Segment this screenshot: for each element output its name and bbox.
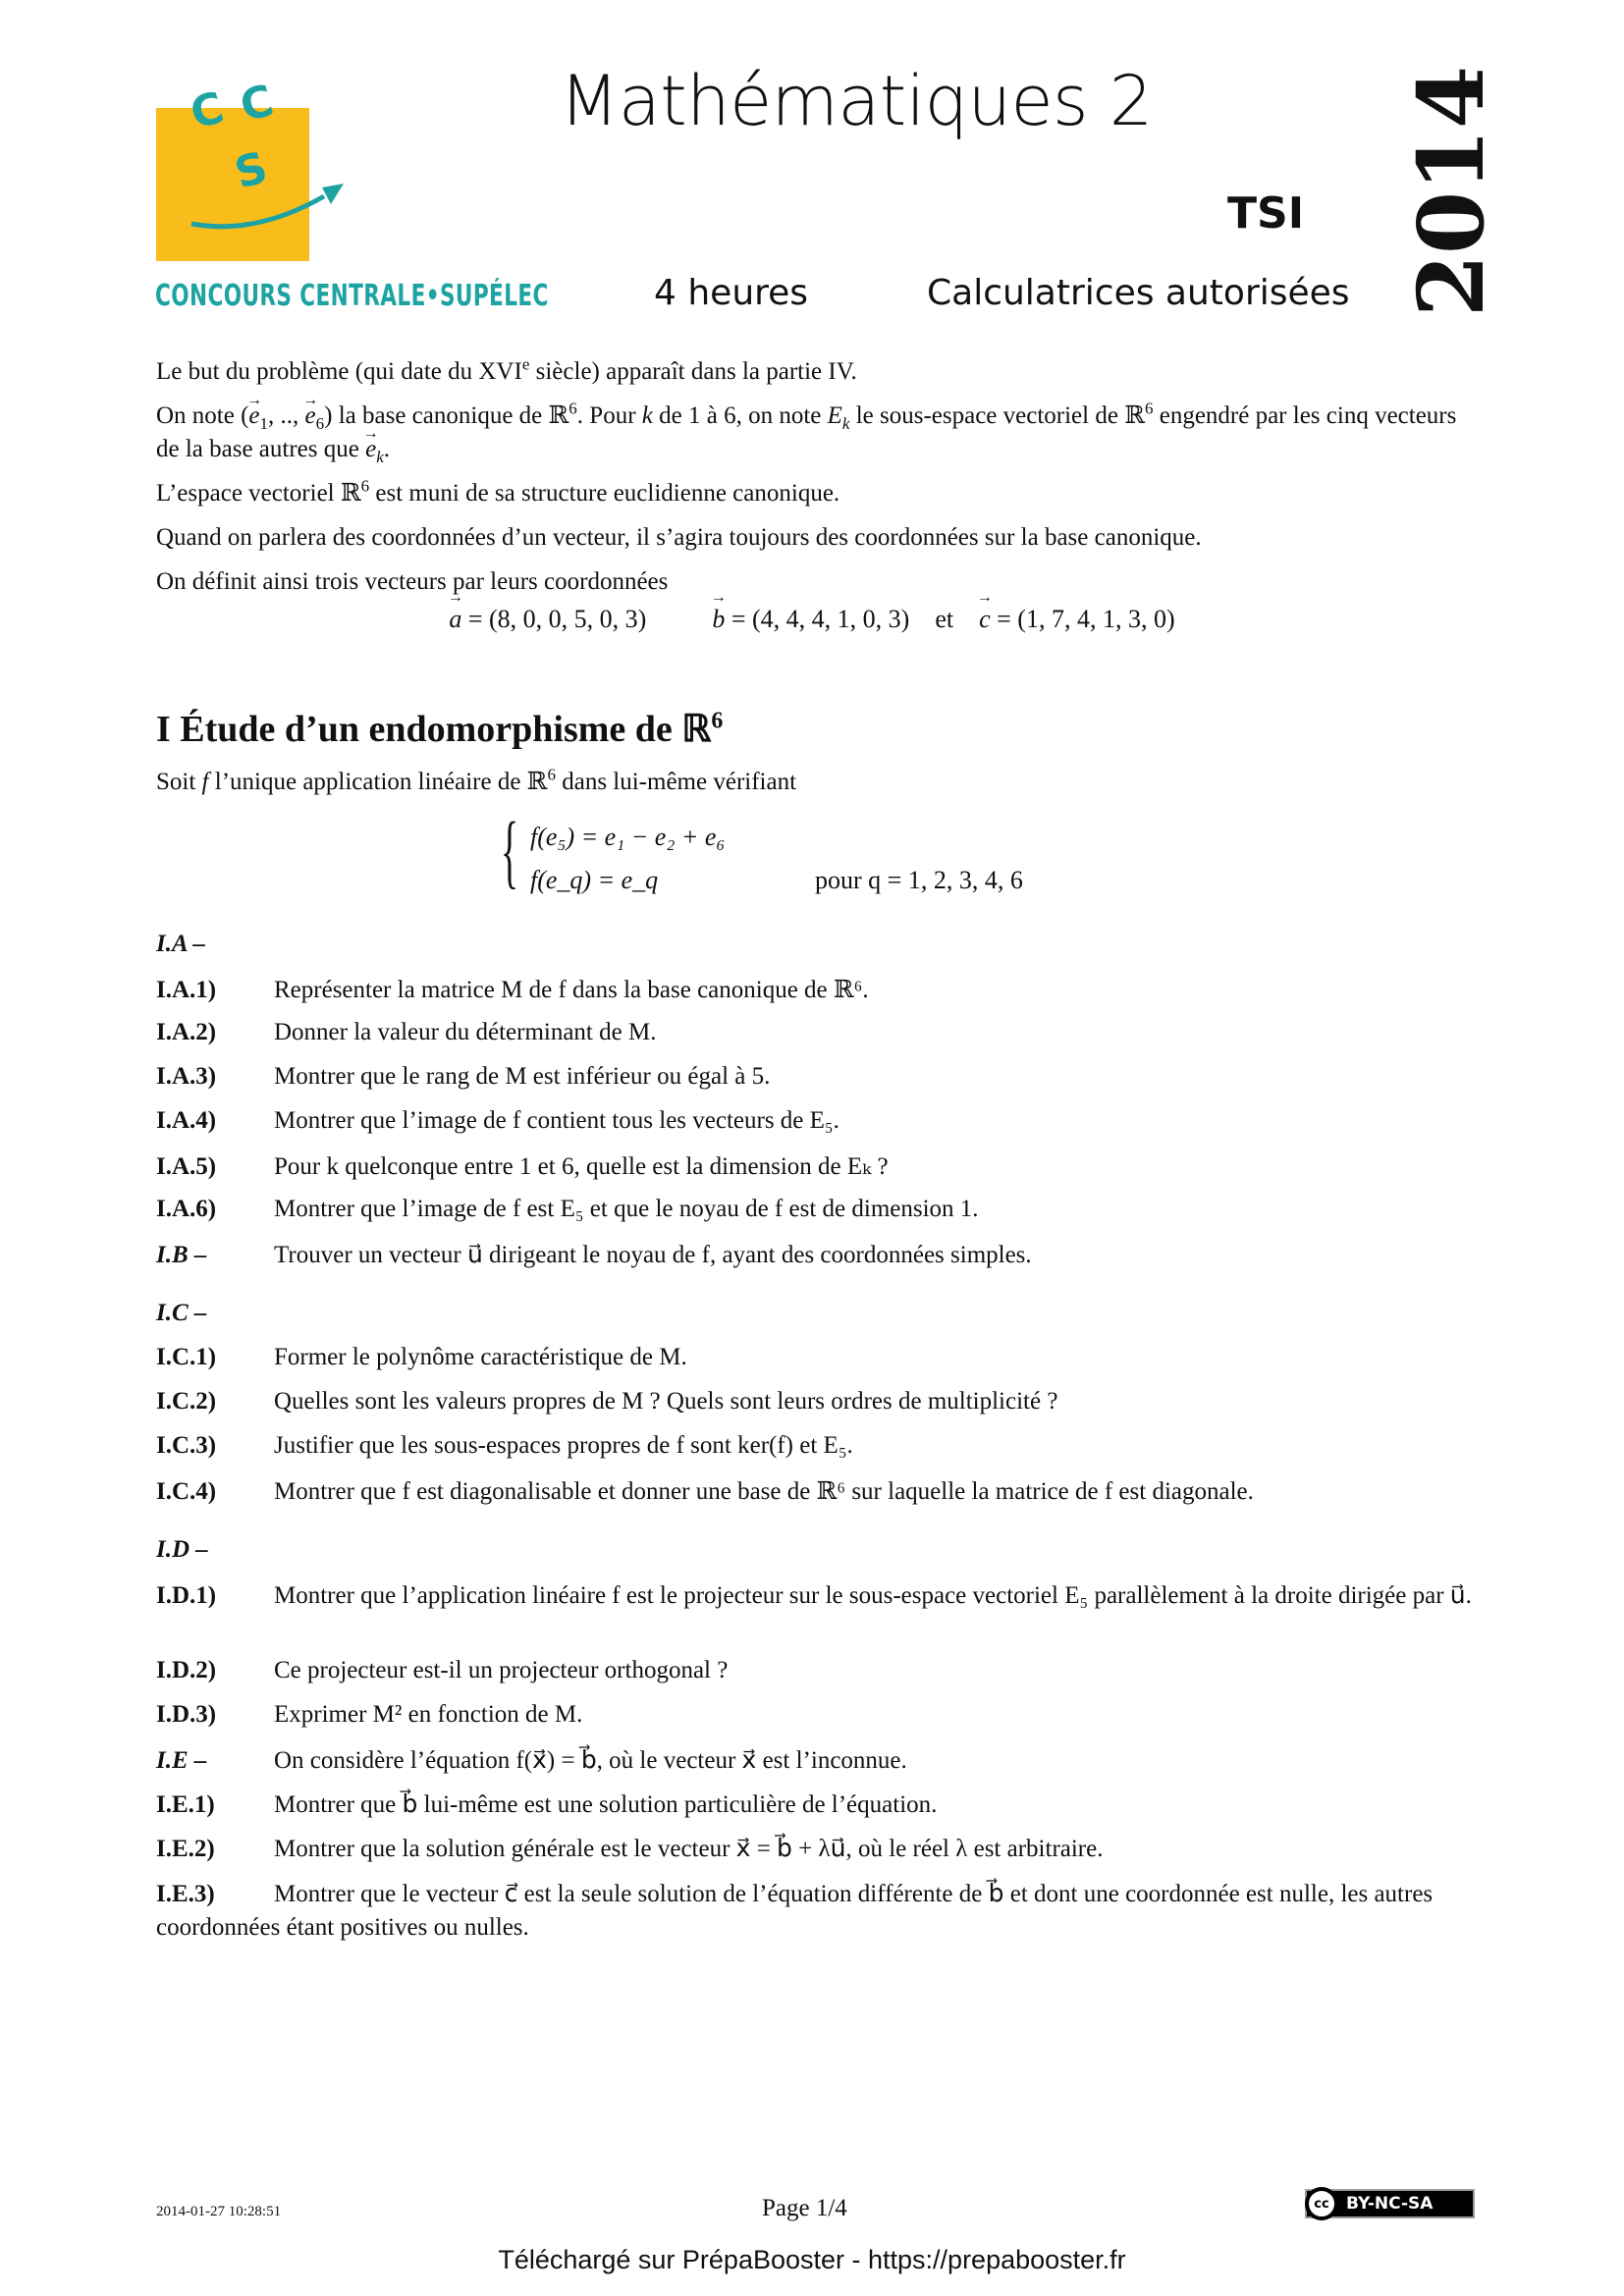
question-text: Ce projecteur est-il un projecteur orthogonal ? xyxy=(274,1657,729,1683)
question xyxy=(156,1789,1482,1819)
question xyxy=(156,1657,1482,1684)
section-title xyxy=(156,707,723,751)
question xyxy=(156,1536,1482,1564)
text: 6 xyxy=(360,476,370,496)
text: On note ( xyxy=(156,402,249,429)
question-text: Montrer que la solution générale est le vecteur x⃗ = b⃗ + λu⃗, où le réel λ est arbitraire. xyxy=(274,1836,1104,1862)
question xyxy=(156,1240,1482,1269)
text: l’unique application linéaire de ℝ xyxy=(208,769,548,795)
question-text: Pour k quelconque entre 1 et 6, quelle est la dimension de Eₖ ? xyxy=(274,1153,889,1180)
vector-c: → c xyxy=(979,605,991,634)
conjunction: et xyxy=(935,605,954,633)
question-text: Montrer que l’application linéaire f est le projecteur sur le sous-espace vectoriel E₅ parallèlement à la droite dirigée par u⃗. xyxy=(274,1582,1472,1609)
vector-definitions xyxy=(0,605,1624,634)
question-text: Montrer que b⃗ lui-même est une solution particulière de l’équation. xyxy=(274,1791,938,1818)
logo-icon xyxy=(137,59,373,236)
question-label: I.A.6) xyxy=(156,1196,217,1222)
question-label: I.C.1) xyxy=(156,1344,217,1370)
question-label: I.A.3) xyxy=(156,1063,217,1090)
text: 6 xyxy=(568,399,577,418)
exam-duration: 4 heures xyxy=(654,273,809,313)
logo-letter-c1: C xyxy=(185,82,230,139)
text: Le but du problème (qui date du XVI xyxy=(156,358,522,385)
text: de 1 à 6, on note xyxy=(652,402,828,429)
logo-letter-c2: C xyxy=(235,76,279,133)
text: 1 xyxy=(259,414,269,433)
question-text: Donner la valeur du déterminant de M. xyxy=(274,1019,657,1045)
question-label: I.C.4) xyxy=(156,1478,217,1505)
text: siècle) apparaît dans la partie IV. xyxy=(529,358,857,385)
text: 6 xyxy=(711,708,724,734)
question-text: Quelles sont les valeurs propres de M ? Quels sont leurs ordres de multiplicité ? xyxy=(274,1388,1058,1415)
vector-b-coords: = (4, 4, 4, 1, 0, 3) xyxy=(731,605,910,633)
question-label: I.E.1) xyxy=(156,1791,215,1818)
vector-b: → b xyxy=(712,605,725,634)
section-intro xyxy=(156,766,1482,799)
question-text: Représenter la matrice M de f dans la base canonique de ℝ⁶. xyxy=(274,977,869,1003)
text: I Étude d’un endomorphisme de ℝ xyxy=(156,709,712,750)
question-label: I.E.2) xyxy=(156,1836,215,1862)
question-label: I.D.2) xyxy=(156,1657,217,1683)
exam-year xyxy=(1392,65,1510,318)
text: est muni de sa structure euclidienne canonique. xyxy=(369,480,840,507)
question-label: I.C.2) xyxy=(156,1388,217,1415)
question xyxy=(156,1019,1482,1046)
question-label: I.E.3) xyxy=(156,1881,215,1907)
question-label: I.D.1) xyxy=(156,1582,217,1609)
question-label: I.A – xyxy=(156,931,206,957)
math-var: k xyxy=(641,402,653,429)
download-notice[interactable]: Téléchargé sur PrépaBooster - https://prepabooster.fr xyxy=(498,2245,1126,2274)
text: Soit xyxy=(156,769,202,795)
question xyxy=(156,931,1482,958)
question-text: Montrer que le rang de M est inférieur ou égal à 5. xyxy=(274,1063,771,1090)
vector-e: → e xyxy=(365,433,376,466)
exam-year-text: 2014 xyxy=(1398,65,1504,318)
question xyxy=(156,1107,1482,1135)
brace-icon: { xyxy=(501,806,519,897)
system-row-2-condition: pour q = 1, 2, 3, 4, 6 xyxy=(815,866,1023,894)
math-var: E xyxy=(827,402,842,429)
system-row-1: f(e₅) = e₁ − e₂ + e₆ xyxy=(530,823,726,851)
system-row-2: f(e_q) = e_q xyxy=(530,866,659,894)
question xyxy=(156,1834,1482,1863)
question-text: Trouver un vecteur u⃗ dirigeant le noyau de f, ayant des coordonnées simples. xyxy=(274,1242,1032,1268)
footer-timestamp: 2014-01-27 10:28:51 xyxy=(156,2204,282,2219)
question xyxy=(156,1388,1482,1415)
question-label: I.A.4) xyxy=(156,1107,217,1134)
vector-a: → a xyxy=(449,605,461,634)
question-label: I.A.5) xyxy=(156,1153,217,1180)
logo-arrow-head xyxy=(322,184,344,204)
question-text: On considère l’équation f(x⃗) = b⃗, où le vecteur x⃗ est l’inconnue. xyxy=(274,1747,907,1774)
logo-caption: CONCOURS CENTRALE•SUPÉLEC xyxy=(155,279,549,313)
question xyxy=(156,1300,1482,1327)
question-label: I.B – xyxy=(156,1242,207,1268)
logo-letter-s: S xyxy=(229,142,273,199)
text: engendré par les cinq vecteurs de la base autres que xyxy=(156,402,1457,462)
question-text: Montrer que l’image de f est E₅ et que le noyau de f est de dimension 1. xyxy=(274,1196,979,1222)
text: e xyxy=(521,354,530,374)
question xyxy=(156,1344,1482,1371)
license-label: BY-NC-SA xyxy=(1346,2194,1434,2214)
intro-p4: Quand on parlera des coordonnées d’un vecteur, il s’agira toujours des coordonnées sur la base canonique. xyxy=(156,524,1202,551)
text: . Pour xyxy=(576,402,642,429)
cc-icon: cc xyxy=(1305,2187,1338,2220)
text: dans lui-même vérifiant xyxy=(555,769,797,795)
intro-p1 xyxy=(156,355,1482,389)
question xyxy=(156,1878,1482,1945)
question-text: Montrer que le vecteur c⃗ est la seule solution de l’équation différente de b⃗ et dont une coordonnée est nulle, les autres coordonnées étant positives ou nulles. xyxy=(156,1881,1434,1941)
question-text: Former le polynôme caractéristique de M. xyxy=(274,1344,687,1370)
question xyxy=(156,1701,1482,1729)
text: L’espace vectoriel ℝ xyxy=(156,480,361,507)
text: 6 xyxy=(547,765,556,784)
question-label: I.D.3) xyxy=(156,1701,217,1728)
question xyxy=(156,1063,1482,1091)
intro xyxy=(156,355,1482,610)
calculator-policy: Calculatrices autorisées xyxy=(927,273,1350,313)
intro-p2 xyxy=(156,400,1482,466)
question-text: Justifier que les sous-espaces propres de f sont ker(f) et E₅. xyxy=(274,1432,853,1459)
text: ) la base canonique de ℝ xyxy=(324,402,569,429)
question-label: I.A.1) xyxy=(156,977,217,1003)
text: k xyxy=(376,448,384,466)
text: k xyxy=(841,414,850,433)
vector-e: → e xyxy=(305,400,316,433)
intro-p3 xyxy=(156,477,1482,510)
question xyxy=(156,975,1482,1004)
logo-arrow-curve xyxy=(191,196,324,227)
question-label: I.C.3) xyxy=(156,1432,217,1459)
question xyxy=(156,1476,1482,1506)
license-badge[interactable] xyxy=(1305,2189,1475,2218)
question xyxy=(156,1579,1482,1613)
question-label: I.E – xyxy=(156,1747,207,1774)
question-text: Montrer que f est diagonalisable et donner une base de ℝ⁶ sur laquelle la matrice de f est diagonale. xyxy=(274,1478,1254,1505)
question-text: Montrer que l’image de f contient tous les vecteurs de E₅. xyxy=(274,1107,839,1134)
exam-title: Mathématiques 2 xyxy=(560,61,1153,141)
text: le sous-espace vectoriel de ℝ xyxy=(849,402,1145,429)
math-var: f xyxy=(201,769,209,795)
question xyxy=(156,1745,1482,1775)
vector-a-coords: = (8, 0, 0, 5, 0, 3) xyxy=(467,605,647,633)
exam-filiere: TSI xyxy=(1227,188,1305,239)
question-label: I.D – xyxy=(156,1536,208,1563)
question xyxy=(156,1432,1482,1460)
question-label: I.C – xyxy=(156,1300,207,1326)
text: 6 xyxy=(315,414,325,433)
question xyxy=(156,1196,1482,1223)
question xyxy=(156,1151,1482,1181)
text: , .., xyxy=(268,402,305,429)
text: 6 xyxy=(1144,399,1154,418)
page-number: Page 1/4 xyxy=(762,2195,847,2221)
question-label: I.A.2) xyxy=(156,1019,217,1045)
vector-c-coords: = (1, 7, 4, 1, 3, 0) xyxy=(997,605,1175,633)
question-text: Exprimer M² en fonction de M. xyxy=(274,1701,583,1728)
intro-p5: On définit ainsi trois vecteurs par leurs coordonnées xyxy=(156,568,669,595)
vector-e: → e xyxy=(248,400,259,433)
text: . xyxy=(383,436,391,462)
